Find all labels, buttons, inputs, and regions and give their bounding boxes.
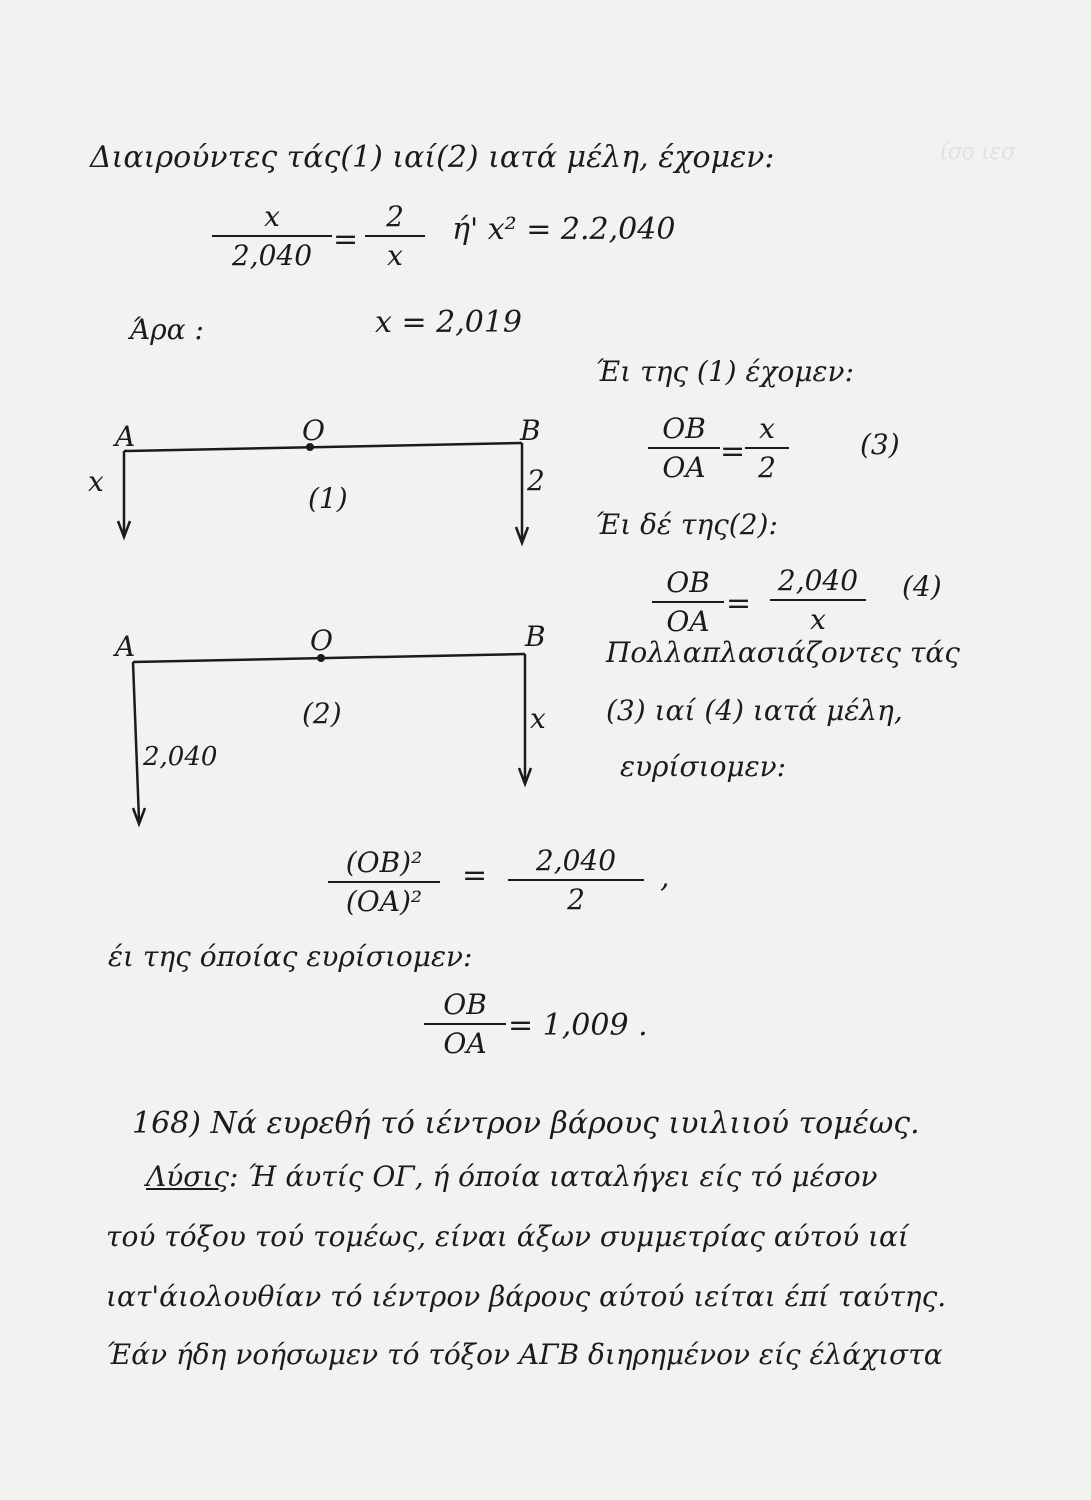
solution-heading: Λύσις — [146, 1160, 230, 1193]
denominator: (OA)² — [328, 881, 440, 918]
solution-line-4: Έάν ήδη νοήσωμεν τό τόξον ΑΓΒ διηρημένον είς έλάχιστα — [106, 1338, 943, 1371]
solution-line-2: τού τόξου τού τομέως, είναι άξων συμμετρίας αύτού ιαί — [106, 1220, 909, 1253]
multiplying-line-3: ευρίσιομεν: — [620, 750, 787, 783]
denominator: OA — [648, 447, 720, 484]
point-a: A — [115, 630, 136, 663]
numerator: OB — [666, 566, 710, 599]
denominator: x — [365, 235, 425, 272]
solution-line-3: ιατ'άιολουθίαν τό ιέντρον βάρους αύτού ιείται έπί ταύτης. — [106, 1280, 947, 1313]
point-b: B — [525, 620, 546, 653]
point-o: O — [310, 624, 333, 657]
therefore-label: Άρα : — [130, 313, 204, 346]
denominator: 2,040 — [212, 235, 332, 272]
intro-line: Διαιρούντες τάς(1) ιαί(2) ιατά μέλη, έχομεν: — [90, 140, 775, 175]
point-o: O — [302, 414, 325, 447]
equals-sign: = — [726, 586, 752, 621]
multiplying-line-2: (3) ιαί (4) ιατά μέλη, — [606, 694, 903, 727]
from-equation-1: Έι της (1) έχομεν: — [595, 355, 855, 388]
from-which-line: έι της όποίας ευρίσιομεν: — [108, 940, 473, 973]
force-x-label: x — [88, 465, 104, 498]
force-2-label: 2 — [527, 464, 545, 497]
fraction-2040-over-x — [770, 564, 866, 636]
point-a: A — [115, 420, 136, 453]
numerator: x — [759, 412, 775, 445]
x-value: x = 2,019 — [375, 305, 523, 340]
numerator: OB — [662, 412, 706, 445]
equals-sign: = — [333, 222, 359, 257]
equation-x-squared: ή' x² = 2.2,040 — [452, 212, 676, 247]
fraction-2-over-x — [365, 200, 425, 272]
fraction-x-over-2 — [745, 412, 789, 484]
fraction-ob-oa — [652, 566, 724, 638]
equals-sign: = — [720, 434, 746, 469]
fraction-squares — [328, 846, 440, 918]
multiplying-line-1: Πολλαπλασιάζοντες τάς — [606, 636, 960, 669]
diagram-label-2: (2) — [302, 697, 342, 730]
solution-text: : Ή άυτίς ΟΓ, ή όποία ιαταλήγει είς τό μέσον — [229, 1160, 878, 1193]
numerator: 2,040 — [535, 844, 617, 877]
denominator: OA — [652, 601, 724, 638]
equation-tag-4: (4) — [902, 570, 942, 603]
numerator: x — [264, 200, 280, 233]
comma: , — [660, 860, 670, 895]
denominator: 2 — [508, 879, 644, 916]
ratio-result: = 1,009 . — [508, 1008, 648, 1043]
bleed-through: ίσο ιεσ — [940, 140, 1016, 165]
force-2040-label: 2,040 — [143, 742, 218, 772]
denominator: x — [770, 599, 866, 636]
diagram-label-1: (1) — [308, 482, 348, 515]
numerator: OB — [443, 988, 487, 1021]
denominator: 2 — [745, 447, 789, 484]
force-x-label: x — [530, 702, 546, 735]
equals-sign: = — [462, 858, 488, 893]
from-equation-2: Έι δέ της(2): — [595, 508, 778, 541]
fraction-ob-oa-result — [424, 988, 506, 1060]
fraction-x-over-2040 — [212, 200, 332, 272]
point-b: B — [520, 414, 541, 447]
numerator: 2,040 — [777, 564, 859, 597]
problem-168: 168) Νά ευρεθή τό ιέντρον βάρους ιυιλιιού τομέως. — [132, 1106, 920, 1141]
force-arrow-left — [133, 662, 139, 820]
solution-line-1 — [146, 1160, 878, 1193]
denominator: OA — [424, 1023, 506, 1060]
fraction-2040-over-2 — [508, 844, 644, 916]
equation-tag-3: (3) — [860, 428, 900, 461]
numerator: (OB)² — [345, 846, 423, 879]
lever-diagram-2 — [125, 640, 565, 830]
fraction-ob-oa — [648, 412, 720, 484]
numerator: 2 — [386, 200, 404, 233]
